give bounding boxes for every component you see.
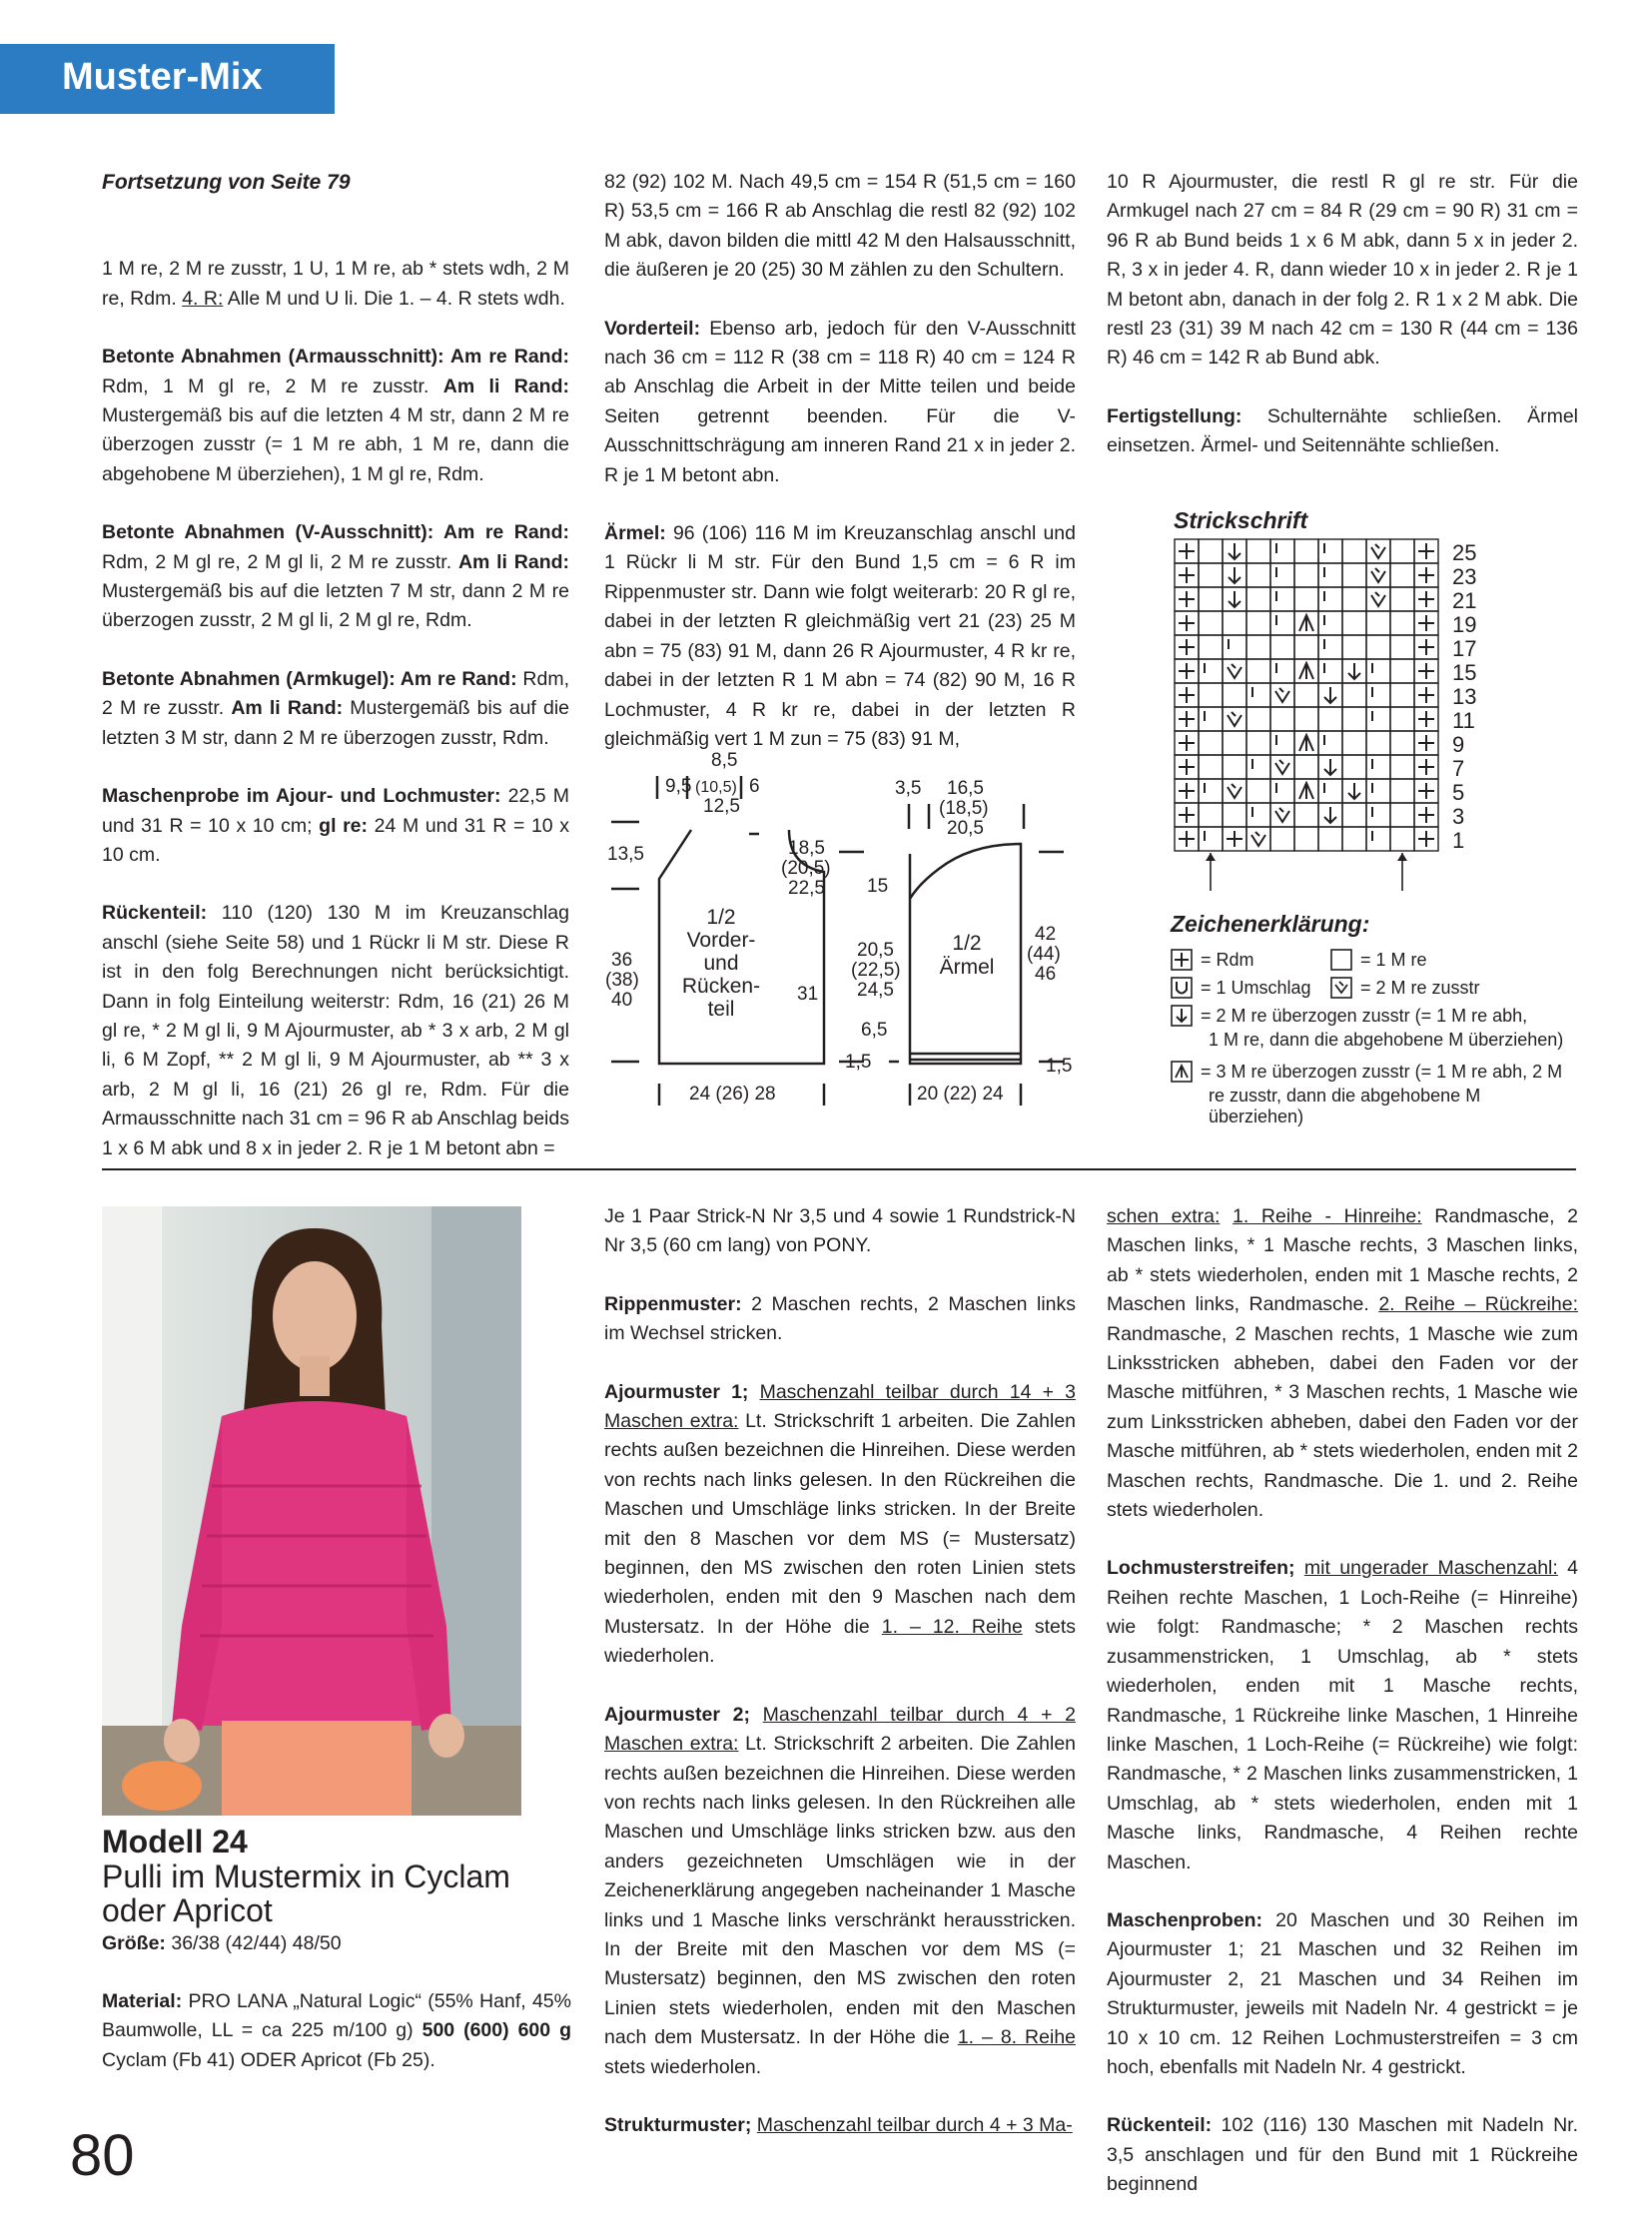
rdm-symbol <box>1418 807 1434 823</box>
rdm-symbol <box>1179 615 1195 631</box>
sleeve-total-measure: (44) <box>1027 944 1061 965</box>
chart-cell <box>1318 587 1342 611</box>
chart-cell <box>1366 683 1390 707</box>
sk2p-symbol <box>1299 735 1313 751</box>
paragraph: Maschenprobe im Ajour- und Lochmuster: 22,5 M und 31 R = 10 x 10 cm; gl re: 24 M und 31 R = 10 x 10 cm. <box>102 785 570 866</box>
chart-cell <box>1318 731 1342 755</box>
rdm-symbol <box>1179 687 1195 703</box>
chart-cell <box>1390 779 1414 803</box>
width-measure: 24 (26) 28 <box>689 1084 776 1105</box>
body-label: teil <box>707 998 735 1021</box>
chart-cell <box>1390 707 1414 731</box>
chart-cell <box>1246 635 1270 659</box>
rdm-symbol <box>1179 735 1195 751</box>
length-measure: 36 <box>611 950 633 971</box>
chart-cell <box>1270 707 1294 731</box>
neck-left-measure: 9,5 <box>665 776 692 797</box>
sk2p-symbol <box>1299 663 1313 679</box>
chart-cell <box>1342 587 1366 611</box>
section-header <box>0 44 335 114</box>
chart-cell <box>1270 635 1294 659</box>
page-number: 80 <box>70 2123 135 2188</box>
paragraph: 10 R Ajourmuster, die restl R gl re str. Für die Armkugel nach 27 cm = 84 R (29 cm = 90 R) 31 cm = 96 R ab Bund beids 1 x 6 M abk, dann 5 x in jeder 2. R, 3 x in jeder 4. R, dann wieder 10 x in jeder 2. R je 1 M betont abn, danach in der folg 2. R 1 x 2 M abk. Die restl 23 (31) 39 M nach 42 cm = 130 R (44 cm = 136 R) 46 cm = 142 R ab Bund abk. <box>1107 171 1578 370</box>
chart-cell <box>1342 611 1366 635</box>
chart-cell <box>1342 731 1366 755</box>
legend-rdm: = Rdm <box>1201 949 1254 970</box>
ssk-symbol <box>1348 783 1360 799</box>
chart-cell <box>1199 755 1223 779</box>
ssk-symbol-icon <box>1171 1005 1193 1027</box>
k2tog-symbol-icon <box>1330 977 1352 999</box>
chart-cell <box>1318 779 1342 803</box>
chart-cell <box>1199 611 1223 635</box>
chart-cell <box>1294 827 1318 851</box>
chart-row-number: 11 <box>1452 708 1475 733</box>
paragraph: Betonte Abnahmen (Armausschnitt): Am re Rand: Rdm, 1 M gl re, 2 M re zusstr. Am li Rand: Mustergemäß bis auf die letzten 4 M str, dann 2 M re überzogen zusstr (= 1 M re abh, 1 M re, dann die abgehobene M überziehen), 1 M gl re, Rdm. <box>102 346 569 485</box>
chart-cell <box>1199 827 1223 851</box>
chart-cell <box>1270 539 1294 563</box>
chart-cell <box>1390 635 1414 659</box>
chart-cell <box>1223 803 1246 827</box>
paragraph: Rückenteil: 102 (116) 130 Maschen mit Nadeln Nr. 3,5 anschlagen und für den Bund mit 1 Rückreihe beginnend <box>1107 2114 1578 2196</box>
chart-cell <box>1246 611 1270 635</box>
paragraph: Ajourmuster 2; Maschenzahl teilbar durch 4 + 2 Maschen extra: Lt. Strickschrift 2 arbeiten. Die Zahlen rechts außen bezeichnen die Hinreihen. Diese werden von rechts nach links gelesen. In den Rückreihen alle Maschen und Umschläge links stricken bzw. aus den anders gezeichneten Umschlägen wie in der Zeichenerklärung angegeben nacheinander 1 Masche links und 1 Masche links verschränkt herausstricken. In der Breite mit den Maschen vor dem MS (= Mustersatz) beginnen, den MS zwischen den roten Linien stets wiederholen, enden mit den Maschen nach dem Mustersatz. In der Höhe die 1. – 8. Reihe stets wiederholen. <box>604 1703 1077 2078</box>
chart-cell <box>1342 563 1366 587</box>
legend-title: Zeichenerklärung: <box>1171 911 1370 937</box>
paragraph: Rückenteil: 110 (120) 130 M im Kreuzanschlag anschl (siehe Seite 58) und 1 Rückr li M str. Diese R ist in den folg Berechnungen nicht berücksichtigt. Dann in folg Einteilung weiterstr: Rdm, 16 (21) 26 M gl re, * 2 M gl li, 9 M Ajourmuster, ab * 3 x arb, 2 M gl li, 6 M Zopf, ** 2 M gl li, 9 M Ajourmuster, ab ** 3 x arb, 2 M gl li, 16 (21) 26 gl re, Rdm. Für die Armausschnitte nach 31 cm = 96 R ab Anschlag beids 1 x 6 M abk und 8 x in jeder 2. R je 1 M betont abn = <box>102 902 569 1159</box>
neck-right-measure: 6 <box>749 776 760 797</box>
chart-cell <box>1390 539 1414 563</box>
paragraph: Fertigstellung: Schulternähte schließen. Ärmel einsetzen. Ärmel- und Seitennähte schließen. <box>1107 404 1578 457</box>
chart-cell <box>1318 827 1342 851</box>
rdm-symbol <box>1418 711 1434 727</box>
neck-mid-measure: (10,5) <box>695 779 737 796</box>
legend-ueberzogen-cont: 1 M re, dann die abgehobene M überziehen) <box>1209 1030 1564 1050</box>
chart-cell <box>1294 635 1318 659</box>
ssk-symbol <box>1324 759 1336 775</box>
chart-cell <box>1223 683 1246 707</box>
body-label: und <box>703 952 739 975</box>
chart-cell <box>1366 755 1390 779</box>
chart-title: Strickschrift <box>1174 507 1308 533</box>
side-measure: 31 <box>797 984 819 1005</box>
chart-cell <box>1294 803 1318 827</box>
rdm-symbol <box>1227 831 1242 847</box>
sleeve-width-measure: 20 (22) 24 <box>917 1084 1004 1105</box>
chart-cell <box>1342 683 1366 707</box>
rdm-symbol <box>1418 687 1434 703</box>
chart-cell <box>1199 779 1223 803</box>
chart-cell <box>1294 755 1318 779</box>
sleeve-low-measure: 6,5 <box>861 1020 888 1041</box>
sleeve-total-measure: 42 <box>1035 924 1057 945</box>
sleeve-label: Ärmel <box>939 956 995 979</box>
rdm-symbol <box>1418 639 1434 655</box>
top-column-3 <box>1107 168 1578 490</box>
chart-cell <box>1270 659 1294 683</box>
chart-cell <box>1246 563 1270 587</box>
chart-cell <box>1199 587 1223 611</box>
chart-cell <box>1199 635 1223 659</box>
chart-cell <box>1342 635 1366 659</box>
chart-cell <box>1318 611 1342 635</box>
chart-cell <box>1294 707 1318 731</box>
chart-cell <box>1246 659 1270 683</box>
chart-cell <box>1199 683 1223 707</box>
rdm-symbol <box>1418 663 1434 679</box>
paragraph: Vorderteil: Ebenso arb, jedoch für den V-Ausschnitt nach 36 cm = 112 R (38 cm = 118 R) 40 cm = 124 R ab Anschlag die Arbeit in der Mitte teilen und beide Seiten getrennt beenden. Für die V-Ausschnittschrägung am inneren Rand 21 x in jeder 2. R je 1 M betont abn. <box>604 317 1077 486</box>
paragraph: Je 1 Paar Strick-N Nr 3,5 und 4 sowie 1 Rundstrick-N Nr 3,5 (60 cm lang) von PONY. <box>604 1205 1076 1257</box>
chart-cell <box>1223 755 1246 779</box>
chart-cell <box>1342 707 1366 731</box>
chart-cell <box>1246 731 1270 755</box>
chart-cell <box>1318 635 1342 659</box>
chart-cell <box>1294 539 1318 563</box>
size-line: Größe: 36/38 (42/44) 48/50 <box>102 1932 342 1954</box>
rdm-symbol <box>1179 759 1195 775</box>
chart-cell <box>1390 755 1414 779</box>
chart-cell <box>1390 659 1414 683</box>
chart-row-number: 25 <box>1452 540 1477 565</box>
chart-row-number: 3 <box>1452 804 1465 829</box>
chart-cell <box>1294 587 1318 611</box>
repeat-arrow <box>1397 853 1407 861</box>
sk2p-symbol <box>1299 615 1313 631</box>
chart-cell <box>1366 707 1390 731</box>
chart-cell <box>1270 563 1294 587</box>
cuff-measure: 1,5 <box>845 1052 872 1073</box>
section-divider <box>102 1168 1576 1170</box>
chart-cell <box>1246 803 1270 827</box>
ssk-symbol <box>1324 807 1336 823</box>
rdm-symbol <box>1179 783 1195 799</box>
chart-cell <box>1342 827 1366 851</box>
k2tog-symbol <box>1228 784 1241 798</box>
legend-ueberzogen: = 2 M re überzogen zusstr (= 1 M re abh, <box>1201 1005 1528 1026</box>
chart-cell <box>1390 611 1414 635</box>
chart-cell <box>1294 683 1318 707</box>
chart-cell <box>1342 755 1366 779</box>
armhole-measure: 18,5 <box>788 838 825 859</box>
rdm-symbol <box>1179 543 1195 559</box>
sleeve-label: 1/2 <box>952 932 982 955</box>
sleeve-length-measure: 20,5 <box>857 940 894 961</box>
chart-cell <box>1270 611 1294 635</box>
rdm-symbol <box>1418 615 1434 631</box>
rdm-symbol <box>1179 591 1195 607</box>
rdm-symbol <box>1418 567 1434 583</box>
paragraph: 1 M re, 2 M re zusstr, 1 U, 1 M re, ab * stets wdh, 2 M re, Rdm. 4. R: Alle M und U li. Die 1. – 4. R stets wdh. <box>102 258 569 310</box>
chart-cell <box>1199 539 1223 563</box>
chart-cell <box>1199 707 1223 731</box>
chart-cell <box>1199 803 1223 827</box>
sleeve-length-measure: 24,5 <box>857 980 894 1001</box>
chart-cell <box>1342 803 1366 827</box>
chart-cell <box>1270 731 1294 755</box>
k2tog-symbol <box>1371 568 1385 582</box>
legend-drei-cont: re zusstr, dann die abgehobene M überziehen) <box>1209 1086 1481 1126</box>
paragraph: schen extra: 1. Reihe - Hinreihe: Randmasche, 2 Maschen links, * 1 Masche rechts, 3 Maschen links, ab * stets wiederholen, enden mit 1 Masche rechts, 2 Maschen links, Randmasche. 2. Reihe – Rückreihe: Randmasche, 2 Maschen rechts, 1 Masche wie zum Linksstricken abheben, dabei den Faden vor der Masche mitführen, * 3 Maschen rechts, 1 Masche wie zum Linksstricken abheben, dabei den Faden vor der Masche mitführen, ab * stets wiederholen, enden mit 2 Maschen rechts, Randmasche. Die 1. und 2. Reihe stets wiederholen. <box>1107 1205 1579 1522</box>
sk2p-symbol <box>1299 783 1313 799</box>
paragraph: Strukturmuster; Maschenzahl teilbar durch 4 + 3 Ma- <box>604 2113 1073 2136</box>
legend-drei: = 3 M re überzogen zusstr (= 1 M re abh, 2 M <box>1201 1061 1563 1082</box>
body-label: Rücken- <box>681 975 761 998</box>
knitting-chart <box>1171 537 1480 907</box>
chart-cell <box>1366 659 1390 683</box>
chart-cell <box>1390 827 1414 851</box>
top-column-1 <box>102 168 569 1192</box>
chart-row-number: 13 <box>1452 684 1477 709</box>
chart-row-number: 23 <box>1452 564 1477 589</box>
cuff-measure: 1,5 <box>1046 1056 1073 1077</box>
rdm-symbol <box>1418 543 1434 559</box>
rdm-symbol <box>1418 831 1434 847</box>
chart-cell <box>1318 563 1342 587</box>
chart-cell <box>1199 563 1223 587</box>
paragraph: Rippenmuster: 2 Maschen rechts, 2 Maschen links im Wechsel stricken. <box>604 1292 1077 1345</box>
yarnover-symbol-icon <box>1171 977 1193 999</box>
rdm-symbol <box>1418 591 1434 607</box>
chart-cell <box>1199 659 1223 683</box>
chart-cell <box>1246 707 1270 731</box>
rdm-symbol-icon <box>1171 949 1193 971</box>
chart-row-number: 15 <box>1452 660 1477 685</box>
rdm-symbol <box>1418 783 1434 799</box>
ssk-symbol <box>1324 687 1336 703</box>
sleeve-top-measure: 20,5 <box>947 818 984 839</box>
chart-cell <box>1270 827 1294 851</box>
paragraph: Lochmusterstreifen; mit ungerader Maschenzahl: 4 Reihen rechte Maschen, 1 Loch-Reihe (= Hinreihe) wie folgt: Randmasche; * 2 Maschen rechts zusammenstricken, 1 Umschlag, ab * stets wiederholen, enden mit 1 Masche rechts, Randmasche, 1 Rückreihe linke Maschen, 1 Hinreihe linke Maschen, 1 Loch-Reihe (= Rückreihe) wie folgt: Randmasche, * 2 Maschen links zusammenstricken, 1 Umschlag, ab * stets wiederholen, enden mit 1 Masche links, Randmasche, 4 Reihen rechte Maschen. <box>1107 1557 1578 1873</box>
chart-cell <box>1199 731 1223 755</box>
knit-symbol-icon <box>1330 949 1352 971</box>
model-title: Modell 24 <box>102 1824 248 1859</box>
k2tog-symbol <box>1251 832 1265 846</box>
k2tog-symbol <box>1275 760 1289 774</box>
paragraph: Ajourmuster 1; Maschenzahl teilbar durch 14 + 3 Maschen extra: Lt. Strickschrift 1 arbeiten. Die Zahlen rechts außen bezeichnen die Hinreihen. Diese werden von rechts nach links gelesen. In den Rückreihen die Maschen und Umschläge links stricken. In der Breite mit den 8 Maschen vor dem MS (= Mustersatz) beginnen, den MS zwischen den roten Linien stets wiederholen, enden mit den 9 Maschen nach dem Mustersatz. In der Höhe die 1. – 12. Reihe stets wiederholen. <box>604 1380 1077 1668</box>
paragraph: 82 (92) 102 M. Nach 49,5 cm = 154 R (51,5 cm = 160 R) 53,5 cm = 166 R ab Anschlag die restl 82 (92) 102 M abk, davon bilden die mittl 42 M den Halsausschnitt, die äußeren je 20 (25) 30 M zählen zu den Schultern. <box>604 171 1076 282</box>
rdm-symbol <box>1179 639 1195 655</box>
chart-row-number: 19 <box>1452 612 1477 637</box>
k2tog-symbol <box>1275 688 1289 702</box>
rdm-symbol <box>1418 759 1434 775</box>
armhole-measure: (20,5) <box>781 858 831 879</box>
shoulder-measure: 13,5 <box>607 844 644 865</box>
rdm-symbol <box>1418 735 1434 751</box>
ssk-symbol <box>1229 591 1240 607</box>
chart-cell <box>1390 683 1414 707</box>
chart-cell <box>1246 539 1270 563</box>
chart-row-number: 9 <box>1452 732 1465 757</box>
body-label: Vorder- <box>686 929 756 952</box>
repeat-arrow <box>1206 853 1216 861</box>
chart-cell <box>1366 731 1390 755</box>
chart-cell <box>1318 707 1342 731</box>
legend <box>1171 911 1580 1126</box>
chart-row-number: 5 <box>1452 780 1465 805</box>
legend-re: = 1 M re <box>1360 949 1427 970</box>
chart-cell <box>1223 611 1246 635</box>
rdm-symbol <box>1179 831 1195 847</box>
model-photo <box>102 1206 521 1816</box>
chart-row-number: 21 <box>1452 588 1477 613</box>
chart-cell <box>1246 683 1270 707</box>
k2tog-symbol <box>1275 808 1289 822</box>
chart-cell <box>1223 635 1246 659</box>
chart-cell <box>1223 731 1246 755</box>
sleeve-top-measure: 3,5 <box>895 778 922 799</box>
section-title: Muster-Mix <box>62 56 263 98</box>
neck-bottom-measure: 12,5 <box>703 796 740 817</box>
sleeve-total-measure: 46 <box>1035 964 1057 985</box>
chart-cell <box>1366 635 1390 659</box>
rdm-symbol <box>1179 663 1195 679</box>
model-info <box>102 1824 571 2075</box>
body-label: 1/2 <box>706 906 736 929</box>
material-line: Material: PRO LANA „Natural Logic“ (55% Hanf, 45% Baumwolle, LL = ca 225 m/100 g) 500 (600) 600 g Cyclam (Fb 41) ODER Apricot (Fb 25). <box>102 1990 571 2071</box>
chart-cell <box>1318 659 1342 683</box>
sleeve-length-measure: (22,5) <box>851 960 901 981</box>
k2tog-symbol <box>1228 664 1241 678</box>
legend-u: = 1 Umschlag <box>1201 977 1311 998</box>
chart-cell <box>1246 779 1270 803</box>
k2tog-symbol <box>1371 592 1385 606</box>
paragraph: Betonte Abnahmen (V-Ausschnitt): Am re Rand: Rdm, 2 M gl re, 2 M gl li, 2 M re zusstr. Am li Rand: Mustergemäß bis auf die letzten 7 M str, dann 2 M re überzogen zusstr, 2 M gl li, 2 M gl re, Rdm. <box>102 521 570 632</box>
chart-cell <box>1390 731 1414 755</box>
neck-top-measure: 8,5 <box>711 750 738 771</box>
chart-cell <box>1246 587 1270 611</box>
ssk-symbol <box>1229 567 1240 583</box>
chart-cell <box>1342 539 1366 563</box>
ssk-symbol <box>1229 543 1240 559</box>
chart-cell <box>1294 563 1318 587</box>
chart-cell <box>1366 803 1390 827</box>
chart-cell <box>1390 803 1414 827</box>
sleeve-top-measure: 16,5 <box>947 778 984 799</box>
legend-zusstr: = 2 M re zusstr <box>1360 977 1480 998</box>
chart-cell <box>1318 539 1342 563</box>
bottom-column-2 <box>604 1202 1076 2169</box>
armhole-measure: 22,5 <box>788 878 825 899</box>
sk2p-symbol-icon <box>1171 1061 1193 1083</box>
k2tog-symbol <box>1371 544 1385 558</box>
chart-cell <box>1366 779 1390 803</box>
chart-cell <box>1270 587 1294 611</box>
chart-cell <box>1390 587 1414 611</box>
model-subtitle: Pulli im Mustermix in Cyclam oder Apricot <box>102 1858 510 1928</box>
chart-cell <box>1390 563 1414 587</box>
paragraph: Ärmel: 96 (106) 116 M im Kreuzanschlag anschl und 1 Rückr li M str. Für den Bund 1,5 cm = 6 R im Rippenmuster str. Dann wie folgt weiterarb: 20 R gl re, dabei in der letzten R gleichmäßig vert 21 (23) 25 M abn = 75 (83) 91 M, dann 26 R Ajourmuster, 4 R kr re, dabei in der letzten R 1 M abn = 74 (82) 90 M, 16 R Lochmuster, 4 R kr re, dabei in der letzten R gleichmäßig vert 1 M zun = 75 (83) 91 M, <box>604 522 1076 750</box>
paragraph: Maschenproben: 20 Maschen und 30 Reihen im Ajourmuster 1; 21 Maschen und 32 Reihen im Ajourmuster 2, 21 Maschen und 34 Reihen im Strukturmuster, jeweils mit Nadeln Nr. 4 gestrickt = je 10 x 10 cm. 12 Reihen Lochmusterstreifen = 3 cm hoch, ebenfalls mit Nadeln Nr. 4 gestrickt. <box>1107 1908 1578 2078</box>
k2tog-symbol <box>1228 712 1241 726</box>
chart-row-number: 17 <box>1452 636 1477 661</box>
continued-note: Fortsetzung von Seite 79 <box>102 171 351 194</box>
length-measure: (38) <box>605 970 639 991</box>
sleeve-cap-measure: 15 <box>867 876 889 897</box>
paragraph: Betonte Abnahmen (Armkugel): Am re Rand: Rdm, 2 M re zusstr. Am li Rand: Mustergemäß bis auf die letzten 3 M str, dann 2 M re überzogen zusstr, Rdm. <box>102 667 570 749</box>
top-column-2 <box>604 168 1076 783</box>
chart-cell <box>1366 611 1390 635</box>
chart-cell <box>1366 827 1390 851</box>
garment-schematic <box>599 744 1089 1123</box>
chart-row-number: 7 <box>1452 756 1465 781</box>
chart-row-number: 1 <box>1452 828 1465 853</box>
bottom-column-3 <box>1107 1202 1578 2229</box>
rdm-symbol <box>1179 711 1195 727</box>
sleeve-top-measure: (18,5) <box>939 798 989 819</box>
rdm-symbol <box>1179 567 1195 583</box>
ssk-symbol <box>1348 663 1360 679</box>
rdm-symbol <box>1179 807 1195 823</box>
length-measure: 40 <box>611 990 633 1011</box>
chart-cell <box>1270 779 1294 803</box>
chart-cell <box>1246 755 1270 779</box>
